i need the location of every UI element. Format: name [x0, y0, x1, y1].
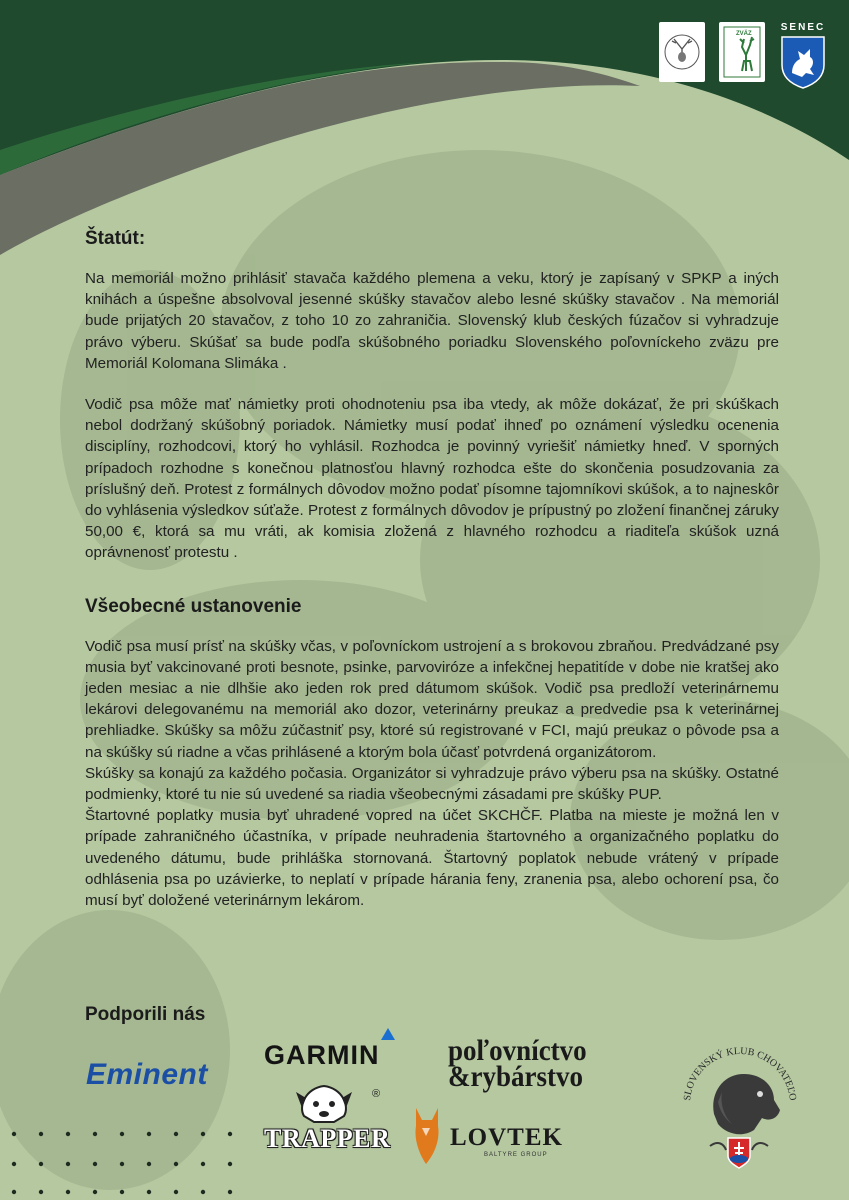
polovnictvo-logo: [448, 1034, 602, 1093]
decorative-dots: [10, 1130, 250, 1200]
statut-paragraph-1: Na memoriál možno prihlásiť stavača každého plemena a veku, ktorý je zapísaný v SPKP a iných knihách a úspešne absolvoval jesenné skúšky stavačov alebo lesné skúšky stavačov . Na memoriál bude prijatých 20 stavačov, z toho 10 zo zahraničia. Slovenský klub českých fúzačov si vyhradzuje právo výberu. Skúšať sa bude podľa skúšobného poriadku Slovenského poľovníckeho zväzu pre Memoriál Kolomana Slimáka .: [85, 270, 779, 372]
eminent-wordmark: Eminent: [86, 1058, 208, 1091]
garmin-wordmark: GARMIN: [264, 1040, 380, 1070]
lovtek-wordmark: LOVTEK: [450, 1124, 563, 1151]
general-paragraph-1: Vodič psa musí prísť na skúšky včas, v poľovníckom ustrojení a s brokovou zbraňou. Predvádzané psy musia byť vakcinované proti besnote, psinke, parvoviróze a infekčnej hepatitíde v dobe nie kratšej ako jeden mesiac a nie dlhšie ako jeden rok pred dátumom skúšok. Vodič psa predloží veterinárnemu lekárovi delegovanému na memoriál ako dozor, veterinárny preukaz a predvedie psa k veterinárnej prehliadke. Skúšky sa môžu zúčastniť psy, ktoré sú registrované v FCI, majú preukaz o pôvode psa a na skúšky sú riadne a včas prihlásené a ktorým bola účasť potvrdená organizátorom.: [85, 637, 779, 761]
polovnictvo-line2: &rybárstvo: [448, 1060, 583, 1093]
trapper-logo: [262, 1082, 391, 1158]
general-paragraph-3: Štartovné poplatky musia byť uhradené vopred na účet SKCHČF. Platba na mieste je možná len v prípade zahraničného účastníka, v prípade neuhradenia štartovného a organizačného poplatku do uvedeného dátumu, bude prihláška stornovaná. Štartovný poplatok nebude vrátený v prípade odhlásenia psa po uzávierke, to neplatí v prípade hárania feny, zranenia psa, alebo ochorení psa, čo musí byť doložené veterinárnym lekárom.: [85, 807, 779, 910]
trapper-wordmark: TRAPPER: [264, 1124, 391, 1153]
main-content: [85, 228, 779, 911]
svpz-logo: [719, 22, 765, 82]
senec-label: SENEC: [780, 22, 826, 33]
zvaz-text: ZVÄZ: [736, 31, 752, 37]
garmin-logo: [264, 1026, 380, 1070]
supporters-heading: Podporili nás: [85, 1004, 206, 1025]
general-heading: Všeobecné ustanovenie: [85, 595, 302, 617]
lovtek-logo: [410, 1106, 563, 1168]
general-paragraph-2: Skúšky sa konajú za každého počasia. Organizátor si vyhradzuje právo výberu psa na skúšky. Ostatné podmienky, ktoré tu nie sú uvedené sa riadia všeobecnými zásadami pre skúšky PUP.: [85, 764, 779, 804]
lovtek-subtitle: BALTYRE GROUP: [484, 1152, 548, 1158]
hunting-association-logo: [659, 22, 705, 82]
trapper-registered: ®: [372, 1088, 381, 1100]
wirehaired-dog-icon: [670, 1034, 810, 1174]
senec-logo: [779, 22, 827, 89]
club-emblem: [670, 1034, 810, 1174]
club-ring-text: SLOVENSKÝ KLUB CHOVATEĽO: [682, 1045, 798, 1102]
top-logos: [659, 22, 827, 89]
eminent-logo: [86, 1058, 208, 1092]
fox-icon: [410, 1106, 444, 1166]
statut-heading: Štatút:: [85, 228, 146, 249]
polovnictvo-line1: poľovníctvo: [448, 1034, 587, 1067]
statut-paragraph-2: Vodič psa môže mať námietky proti ohodnoteniu psa iba vtedy, ak môže dokázať, že pri skúškach nebol dodržaný skúšobný poriadok. Námietky musí podať ihneď po oznámení výsledku ocenenia disciplíny, rozhodcovi, ktorý ho vyhlásil. Rozhodca je povinný vyriešiť námietky hneď. V sporných prípadoch rozhodne s konečnou platnosťou hlavný rozhodca ešte do skončenia posudzovania za príslušný deň. Protest z formálnych dôvodov možno podať písomne tajomníkovi skúšok, a to najneskôr do vyhlásenia výsledkov súťaže. Protest z formálnych dôvodov je prípustný po zložení finančnej záruky 50,00 €, ktorá sa mu vráti, ak komisia zložená z hlavného rozhodcu a riaditeľa skúšok uzná oprávnenosť protestu .: [85, 396, 779, 562]
